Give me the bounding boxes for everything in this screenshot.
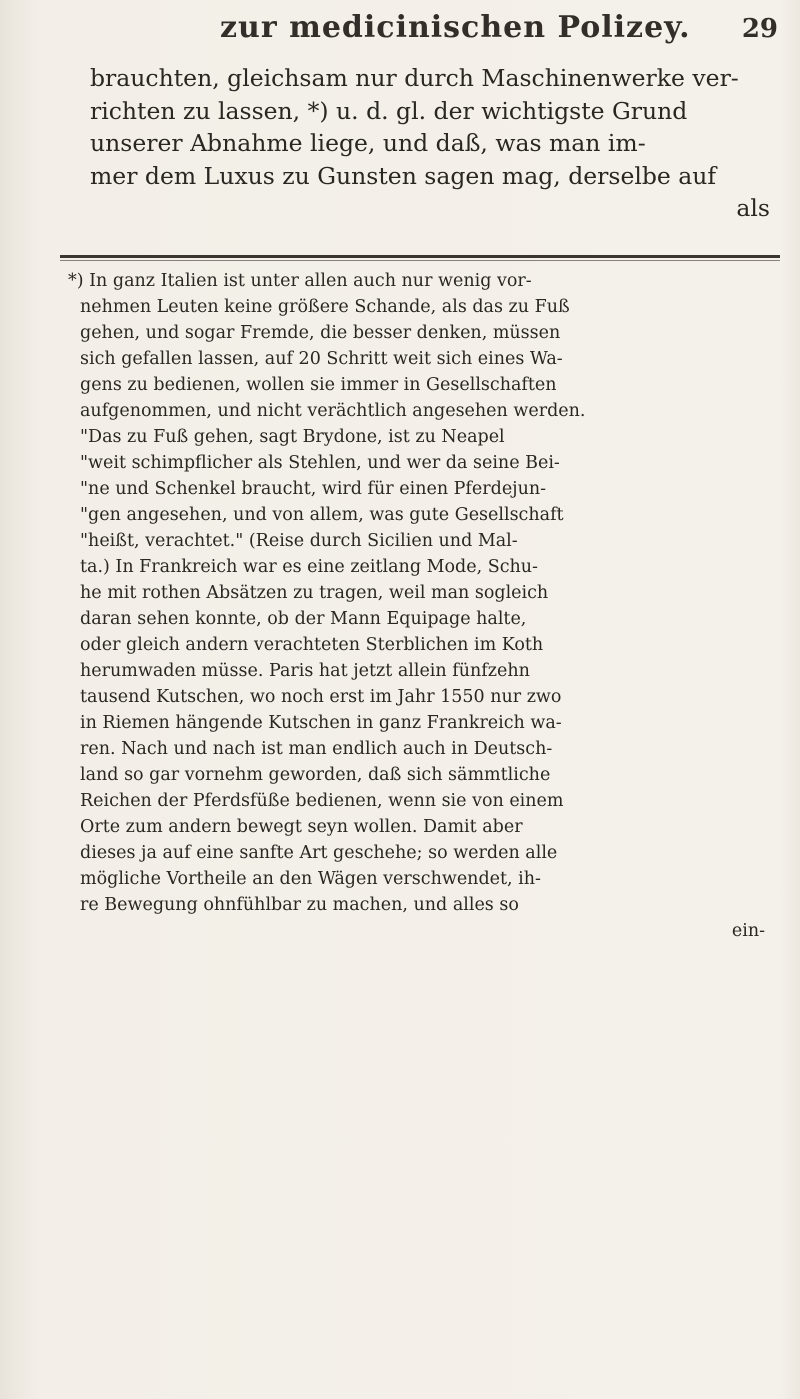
footnote-block	[68, 268, 785, 944]
footnote-line: aufgenommen, und nicht verächtlich angesehen werden.	[80, 401, 586, 421]
footnote-line: ren. Nach und nach ist man endlich auch in Deutsch-	[80, 739, 553, 759]
footnote-line: nehmen Leuten keine größere Schande, als das zu Fuß	[80, 297, 570, 317]
footnote-line: in Riemen hängende Kutschen in ganz Frankreich wa-	[80, 713, 562, 733]
main-text-block	[90, 62, 780, 225]
running-head	[90, 10, 780, 60]
footnote-line: tausend Kutschen, wo noch erst im Jahr 1550 nur zwo	[80, 687, 562, 707]
footnote-line: re Bewegung ohnfühlbar zu machen, und alles so	[80, 895, 519, 915]
footnote-line: gens zu bedienen, wollen sie immer in Gesellschaften	[80, 375, 557, 395]
footnote-line: he mit rothen Absätzen zu tragen, weil man sogleich	[80, 583, 549, 603]
footnote-line: dieses ja auf eine sanfte Art geschehe; so werden alle	[80, 843, 558, 863]
main-text-line: richten zu lassen, *) u. d. gl. der wichtigste Grund	[90, 96, 688, 125]
footnote-line: sich gefallen lassen, auf 20 Schritt weit sich eines Wa-	[80, 349, 563, 369]
footnote-line: Reichen der Pferdsfüße bedienen, wenn sie von einem	[80, 791, 564, 811]
footnote-line: Orte zum andern bewegt seyn wollen. Damit aber	[80, 817, 523, 837]
footnote-line: oder gleich andern verachteten Sterblichen im Koth	[80, 635, 544, 655]
footnote-line: "Das zu Fuß gehen, sagt Brydone, ist zu Neapel	[80, 427, 505, 447]
footnote-line: "weit schimpflicher als Stehlen, und wer da seine Bei-	[80, 453, 560, 473]
footnote-separator-rule	[60, 255, 780, 258]
page-number: 29	[741, 14, 778, 44]
footnote-catchword: ein-	[731, 921, 765, 941]
main-catchword: als	[736, 194, 770, 222]
footnote-line: ta.) In Frankreich war es eine zeitlang Mode, Schu-	[80, 557, 538, 577]
footnote-line: "ne und Schenkel braucht, wird für einen Pferdejun-	[80, 479, 547, 499]
running-title: zur medicinischen Polizey.	[220, 10, 691, 45]
footnote-line: herumwaden müsse. Paris hat jetzt allein fünfzehn	[80, 661, 530, 681]
footnote-separator-thin-rule	[60, 260, 780, 261]
footnote-line: "gen angesehen, und von allem, was gute Gesellschaft	[80, 505, 564, 525]
main-text-line: mer dem Luxus zu Gunsten sagen mag, derselbe auf	[90, 161, 717, 190]
footnote-line: daran sehen konnte, ob der Mann Equipage halte,	[80, 609, 527, 629]
footnote-line: *) In ganz Italien ist unter allen auch nur wenig vor-	[68, 271, 532, 291]
footnote-line: land so gar vornehm geworden, daß sich sämmtliche	[80, 765, 551, 785]
footnote-line: "heißt, verachtet." (Reise durch Sicilien und Mal-	[80, 531, 518, 551]
footnote-line: gehen, und sogar Fremde, die besser denken, müssen	[80, 323, 561, 343]
main-text-line: unserer Abnahme liege, und daß, was man im-	[90, 129, 646, 157]
main-text-line: brauchten, gleichsam nur durch Maschinenwerke ver-	[90, 64, 739, 92]
footnote-line: mögliche Vortheile an den Wägen verschwendet, ih-	[80, 869, 541, 889]
